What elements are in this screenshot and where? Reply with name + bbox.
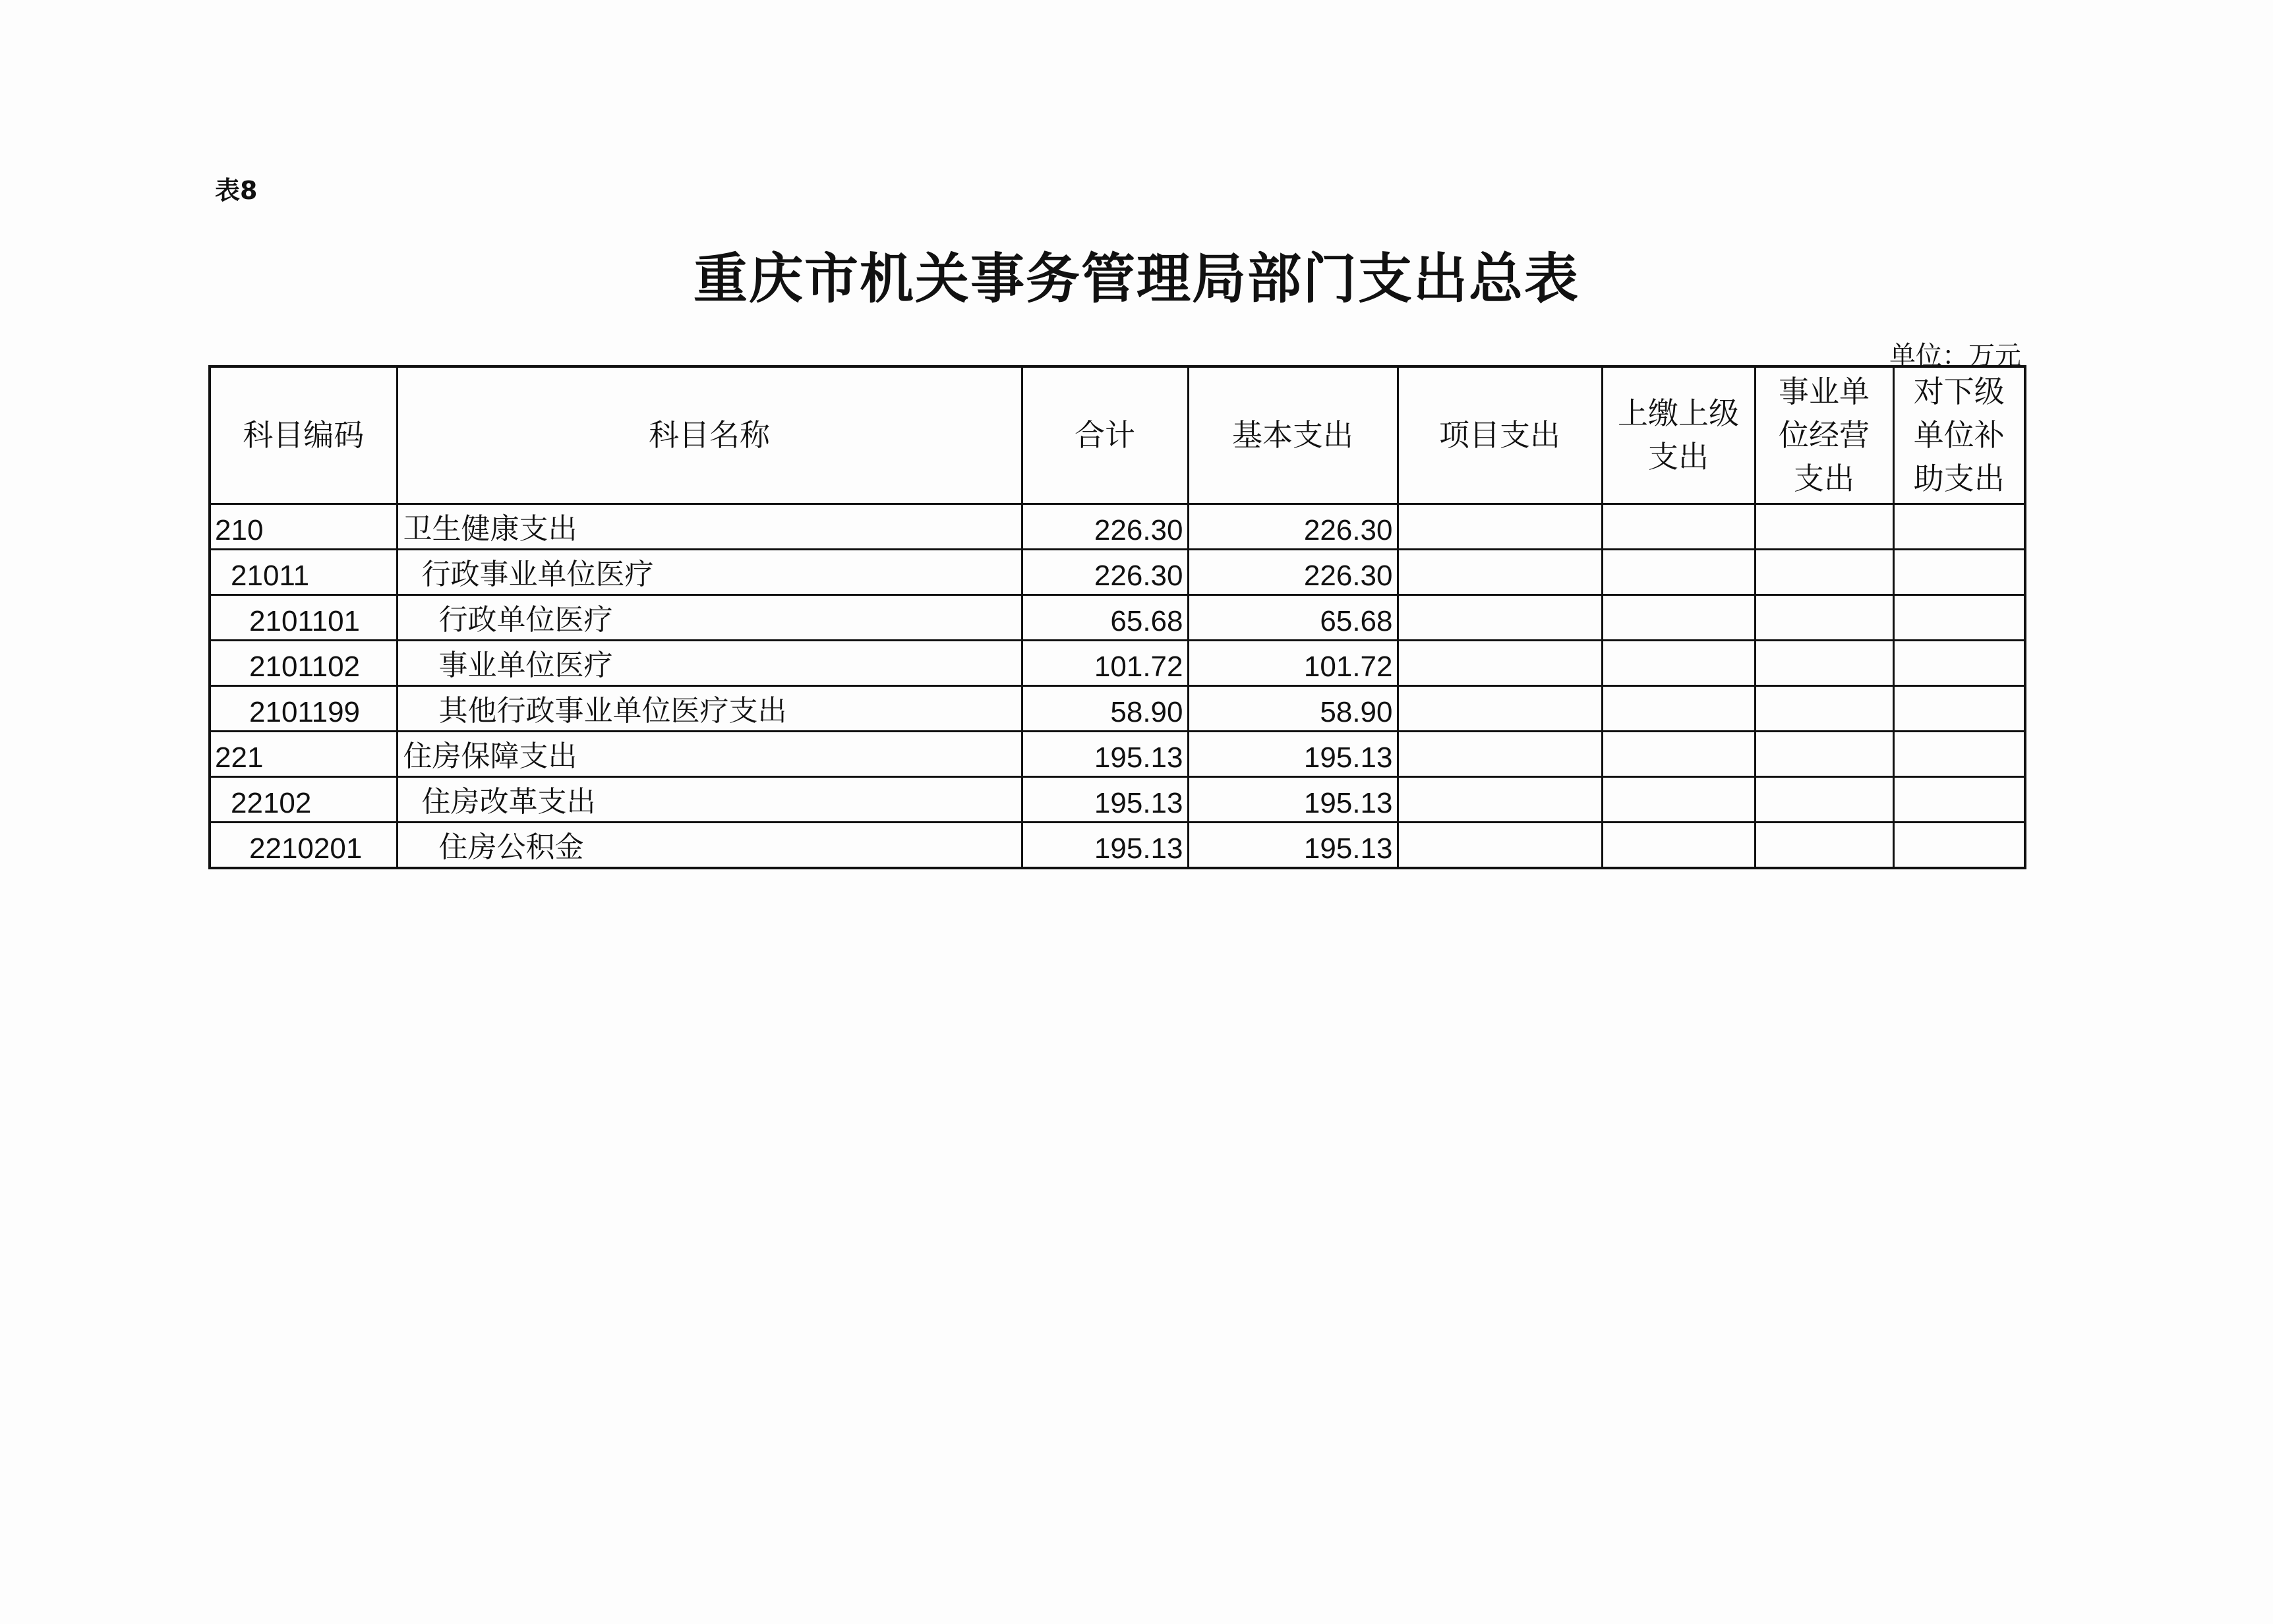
cell-business xyxy=(1755,504,1893,549)
header-basic: 基本支出 xyxy=(1188,366,1398,504)
cell-name: 住房公积金 xyxy=(397,822,1022,868)
cell-name: 行政事业单位医疗 xyxy=(397,549,1022,594)
cell-basic: 65.68 xyxy=(1188,594,1398,640)
table-number: 表8 xyxy=(215,176,258,205)
table-row xyxy=(210,731,2025,776)
cell-turnover xyxy=(1602,685,1755,731)
cell-code: 221 xyxy=(210,731,397,776)
cell-name: 卫生健康支出 xyxy=(397,504,1022,549)
cell-basic: 195.13 xyxy=(1188,822,1398,868)
cell-business xyxy=(1755,731,1893,776)
header-subsidy: 对下级单位补助支出 xyxy=(1893,366,2025,504)
cell-total: 195.13 xyxy=(1022,822,1188,868)
header-turnover: 上缴上级支出 xyxy=(1602,366,1755,504)
cell-code: 2101199 xyxy=(210,685,397,731)
cell-code: 21011 xyxy=(210,549,397,594)
cell-subsidy xyxy=(1893,822,2025,868)
cell-name: 住房保障支出 xyxy=(397,731,1022,776)
cell-code: 210 xyxy=(210,504,397,549)
table-body xyxy=(210,504,2025,868)
cell-turnover xyxy=(1602,504,1755,549)
cell-code: 2101102 xyxy=(210,640,397,685)
cell-turnover xyxy=(1602,640,1755,685)
header-code: 科目编码 xyxy=(210,366,397,504)
cell-turnover xyxy=(1602,822,1755,868)
expense-table xyxy=(208,365,2026,869)
cell-business xyxy=(1755,685,1893,731)
table-row xyxy=(210,776,2025,822)
document-title: 重庆市机关事务管理局部门支出总表 xyxy=(693,248,1579,310)
cell-subsidy xyxy=(1893,685,2025,731)
header-row xyxy=(210,366,2025,504)
cell-code: 22102 xyxy=(210,776,397,822)
cell-business xyxy=(1755,640,1893,685)
cell-project xyxy=(1398,549,1602,594)
cell-total: 195.13 xyxy=(1022,731,1188,776)
cell-basic: 226.30 xyxy=(1188,504,1398,549)
cell-total: 226.30 xyxy=(1022,549,1188,594)
table-row xyxy=(210,822,2025,868)
cell-code: 2101101 xyxy=(210,594,397,640)
cell-code: 2210201 xyxy=(210,822,397,868)
cell-turnover xyxy=(1602,594,1755,640)
cell-project xyxy=(1398,504,1602,549)
cell-name: 其他行政事业单位医疗支出 xyxy=(397,685,1022,731)
header-total: 合计 xyxy=(1022,366,1188,504)
cell-project xyxy=(1398,776,1602,822)
header-project: 项目支出 xyxy=(1398,366,1602,504)
cell-business xyxy=(1755,594,1893,640)
cell-subsidy xyxy=(1893,549,2025,594)
cell-project xyxy=(1398,640,1602,685)
cell-total: 65.68 xyxy=(1022,594,1188,640)
cell-basic: 195.13 xyxy=(1188,776,1398,822)
unit-label: 单位：万元 xyxy=(1889,341,2021,371)
cell-turnover xyxy=(1602,549,1755,594)
cell-basic: 101.72 xyxy=(1188,640,1398,685)
cell-name: 住房改革支出 xyxy=(397,776,1022,822)
cell-subsidy xyxy=(1893,640,2025,685)
table-row xyxy=(210,640,2025,685)
header-name: 科目名称 xyxy=(397,366,1022,504)
cell-total: 226.30 xyxy=(1022,504,1188,549)
cell-turnover xyxy=(1602,776,1755,822)
cell-business xyxy=(1755,549,1893,594)
cell-name: 事业单位医疗 xyxy=(397,640,1022,685)
header-business: 事业单位经营支出 xyxy=(1755,366,1893,504)
cell-basic: 195.13 xyxy=(1188,731,1398,776)
cell-total: 195.13 xyxy=(1022,776,1188,822)
cell-project xyxy=(1398,731,1602,776)
cell-subsidy xyxy=(1893,776,2025,822)
table-row xyxy=(210,685,2025,731)
cell-total: 101.72 xyxy=(1022,640,1188,685)
cell-project xyxy=(1398,822,1602,868)
cell-turnover xyxy=(1602,731,1755,776)
cell-subsidy xyxy=(1893,731,2025,776)
cell-subsidy xyxy=(1893,504,2025,549)
table-row xyxy=(210,594,2025,640)
cell-business xyxy=(1755,822,1893,868)
cell-project xyxy=(1398,685,1602,731)
table-row xyxy=(210,504,2025,549)
cell-name: 行政单位医疗 xyxy=(397,594,1022,640)
cell-business xyxy=(1755,776,1893,822)
table-row xyxy=(210,549,2025,594)
cell-project xyxy=(1398,594,1602,640)
cell-total: 58.90 xyxy=(1022,685,1188,731)
cell-basic: 226.30 xyxy=(1188,549,1398,594)
cell-subsidy xyxy=(1893,594,2025,640)
cell-basic: 58.90 xyxy=(1188,685,1398,731)
